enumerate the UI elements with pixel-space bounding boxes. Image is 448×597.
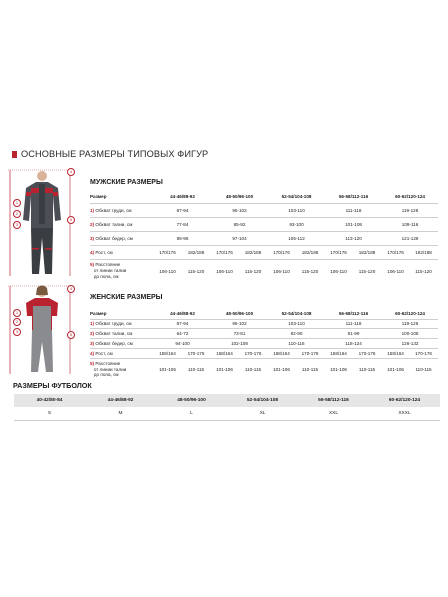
- tshirt-size-header: 60-62/120-124: [369, 394, 440, 407]
- table-cell: 182/188: [352, 245, 382, 259]
- table-row: [14, 407, 440, 421]
- row-label-text: Обхват талии, см: [95, 221, 133, 227]
- table-cell: 106-110: [154, 259, 181, 283]
- table-cell: 77-84: [154, 217, 211, 231]
- table-cell: 97-104: [211, 231, 268, 245]
- row-number: 3): [90, 235, 95, 241]
- tshirt-size-header: 56-58/112-116: [298, 394, 369, 407]
- size-column-header: 52-54/104-108: [281, 310, 312, 316]
- table-cell: 118-124: [325, 338, 382, 348]
- table-cell: 158/164: [268, 348, 295, 358]
- table-row: [90, 245, 438, 259]
- table-cell: 110-116: [268, 338, 325, 348]
- row-label-text: Обхват бедер, см: [95, 340, 133, 346]
- row-label-text: до пола, см: [93, 274, 119, 280]
- size-column-header: 48-50/96-100: [225, 310, 254, 316]
- size-column-header: 60-62/120-124: [395, 194, 425, 200]
- row-label-text: Обхват талии, см: [95, 330, 133, 336]
- table-cell: 111-118: [325, 203, 382, 217]
- table-cell: 182/188: [181, 245, 211, 259]
- page-title-text: ОСНОВНЫЕ РАЗМЕРЫ ТИПОВЫХ ФИГУР: [21, 149, 209, 159]
- row-label: [90, 358, 154, 380]
- table-cell: 101-106: [268, 358, 295, 380]
- tshirt-size-header: 48-50/96-100: [156, 394, 227, 407]
- marker-1-male: 1: [13, 199, 21, 207]
- table-cell: 121-128: [382, 231, 438, 245]
- table-cell: 106-110: [268, 259, 295, 283]
- tshirt-letter-size: L: [156, 407, 227, 421]
- tshirt-size-header: 52-54/104-108: [227, 394, 298, 407]
- table-cell: 87-94: [154, 203, 211, 217]
- table-cell: 110-115: [181, 358, 211, 380]
- row-label: [90, 217, 154, 231]
- table-cell: 110-115: [295, 358, 325, 380]
- row-number: 2): [90, 221, 95, 227]
- table-cell: 106-110: [325, 259, 352, 283]
- row-label-text: Обхват груди, см: [95, 207, 132, 213]
- table-cell: 115-120: [352, 259, 382, 283]
- table-cell: 170/176: [154, 245, 181, 259]
- table-cell: 170-176: [181, 348, 211, 358]
- size-label: Размер: [90, 194, 107, 200]
- table-cell: 89-96: [154, 231, 211, 245]
- tshirt-letter-size: M: [85, 407, 156, 421]
- tshirt-letter-size: S: [14, 407, 85, 421]
- table-cell: 126-132: [382, 338, 438, 348]
- marker-3-male: 3: [13, 221, 21, 229]
- table-cell: 106-110: [211, 259, 238, 283]
- marker-3-female: 3: [13, 328, 21, 336]
- table-cell: 182/188: [238, 245, 268, 259]
- women-sizes-heading: ЖЕНСКИЕ РАЗМЕРЫ: [90, 294, 163, 301]
- table-cell: 82-90: [268, 328, 325, 338]
- table-row: [90, 203, 438, 217]
- table-cell: 95-102: [211, 203, 268, 217]
- tshirt-letter-size: XXL: [298, 407, 369, 421]
- row-label-text: Расстояние: [95, 262, 121, 268]
- table-row: [90, 231, 438, 245]
- table-cell: 64-72: [154, 328, 211, 338]
- row-number: 2): [90, 330, 95, 336]
- table-cell: 170/176: [211, 245, 238, 259]
- table-row: [90, 348, 438, 358]
- tshirt-size-header: 44-46/88-92: [85, 394, 156, 407]
- table-cell: 182/188: [409, 245, 438, 259]
- row-label: [90, 245, 154, 259]
- table-cell: 110-115: [352, 358, 382, 380]
- marker-5-female: 5: [67, 331, 75, 339]
- tshirt-size-table: [14, 394, 440, 421]
- tshirt-size-header: 40-42/80-84: [14, 394, 85, 407]
- table-cell: 182/188: [295, 245, 325, 259]
- table-cell: 101-106: [325, 358, 352, 380]
- table-cell: 119-126: [382, 319, 438, 328]
- men-sizes-heading: МУЖСКИЕ РАЗМЕРЫ: [90, 179, 163, 186]
- table-cell: 111-118: [325, 319, 382, 328]
- table-cell: 158/164: [382, 348, 409, 358]
- size-column-header: 60-62/120-124: [395, 310, 425, 316]
- table-cell: 110-115: [238, 358, 268, 380]
- row-number: 1): [90, 321, 95, 326]
- row-label: [90, 319, 154, 328]
- size-label: Размер: [90, 310, 107, 316]
- table-cell: 158/164: [211, 348, 238, 358]
- table-cell: 105-112: [268, 231, 325, 245]
- table-cell: 101-106: [211, 358, 238, 380]
- marker-4-female: 4: [67, 285, 75, 293]
- table-row: [90, 328, 438, 338]
- size-column-header: 48-50/96-100: [225, 194, 254, 200]
- table-header-row: [90, 191, 438, 203]
- title-accent-mark: [12, 151, 17, 158]
- row-label-text: Рост, см: [95, 249, 113, 255]
- table-cell: 101-108: [325, 217, 382, 231]
- table-cell: 170-176: [352, 348, 382, 358]
- table-header-row: [90, 308, 438, 319]
- table-cell: 170-176: [238, 348, 268, 358]
- table-cell: 87-94: [154, 319, 211, 328]
- table-cell: 170/176: [382, 245, 409, 259]
- table-cell: 110-115: [409, 358, 438, 380]
- row-label-text: от линии талии: [93, 366, 127, 372]
- table-cell: 115-120: [181, 259, 211, 283]
- table-row: [90, 338, 438, 348]
- table-cell: 170-176: [295, 348, 325, 358]
- table-row: [90, 358, 438, 380]
- row-number: 5): [90, 262, 95, 268]
- row-label: [90, 338, 154, 348]
- men-size-table: [90, 191, 438, 283]
- table-cell: 158/164: [325, 348, 352, 358]
- row-number: 5): [90, 361, 95, 366]
- table-header-row: [14, 394, 440, 407]
- row-number: 1): [90, 207, 95, 213]
- marker-4-male: 4: [67, 168, 75, 176]
- table-cell: 94-100: [154, 338, 211, 348]
- table-cell: 103-110: [268, 203, 325, 217]
- size-column-header: 44-46/88-92: [170, 310, 195, 316]
- table-cell: 170-176: [409, 348, 438, 358]
- table-cell: 115-120: [295, 259, 325, 283]
- row-label-text: Обхват груди, см: [95, 321, 132, 326]
- row-label-text: Расстояние: [95, 361, 121, 366]
- table-cell: 91-99: [325, 328, 382, 338]
- row-number: 4): [90, 249, 95, 255]
- table-cell: 85-92: [211, 217, 268, 231]
- table-cell: 106-110: [382, 259, 409, 283]
- row-number: 4): [90, 350, 95, 356]
- row-label-text: до пола, см: [93, 372, 119, 377]
- page-title: [12, 148, 208, 160]
- table-cell: 93-100: [268, 217, 325, 231]
- table-cell: 170/176: [268, 245, 295, 259]
- table-cell: 101-106: [382, 358, 409, 380]
- table-cell: 73-81: [211, 328, 268, 338]
- table-cell: 170/176: [325, 245, 352, 259]
- marker-2-female: 2: [13, 318, 21, 326]
- table-cell: 158/164: [154, 348, 181, 358]
- table-cell: 101-106: [154, 358, 181, 380]
- table-cell: 103-110: [268, 319, 325, 328]
- row-label: [90, 231, 154, 245]
- table-cell: 102-108: [211, 338, 268, 348]
- size-column-header: 56-58/112-116: [338, 310, 369, 316]
- table-cell: 100-108: [382, 328, 438, 338]
- row-label: [90, 348, 154, 358]
- row-label-text: от линии талии: [93, 268, 127, 274]
- table-row: [90, 319, 438, 328]
- row-label-text: Обхват бедер, см: [95, 235, 133, 241]
- tshirt-sizes-heading: РАЗМЕРЫ ФУТБОЛОК: [13, 381, 92, 390]
- marker-5-male: 5: [67, 216, 75, 224]
- size-column-header: 52-54/104-108: [281, 194, 312, 200]
- table-cell: 115-120: [409, 259, 438, 283]
- row-number: 3): [90, 340, 95, 346]
- row-label: [90, 328, 154, 338]
- table-cell: 95-102: [211, 319, 268, 328]
- size-column-header: 44-46/88-92: [170, 194, 195, 200]
- marker-1-female: 1: [13, 309, 21, 317]
- table-cell: 109-116: [382, 217, 438, 231]
- table-cell: 113-120: [325, 231, 382, 245]
- row-label: [90, 203, 154, 217]
- row-label: [90, 259, 154, 283]
- table-cell: 119-126: [382, 203, 438, 217]
- tshirt-letter-size: XL: [227, 407, 298, 421]
- tshirt-letter-size: XXXL: [369, 407, 440, 421]
- table-cell: 115-120: [238, 259, 268, 283]
- size-column-header: 56-58/112-116: [338, 194, 369, 200]
- marker-2-male: 2: [13, 210, 21, 218]
- table-row: [90, 259, 438, 283]
- row-label-text: Рост, см: [95, 350, 113, 356]
- table-row: [90, 217, 438, 231]
- women-size-table: [90, 308, 438, 380]
